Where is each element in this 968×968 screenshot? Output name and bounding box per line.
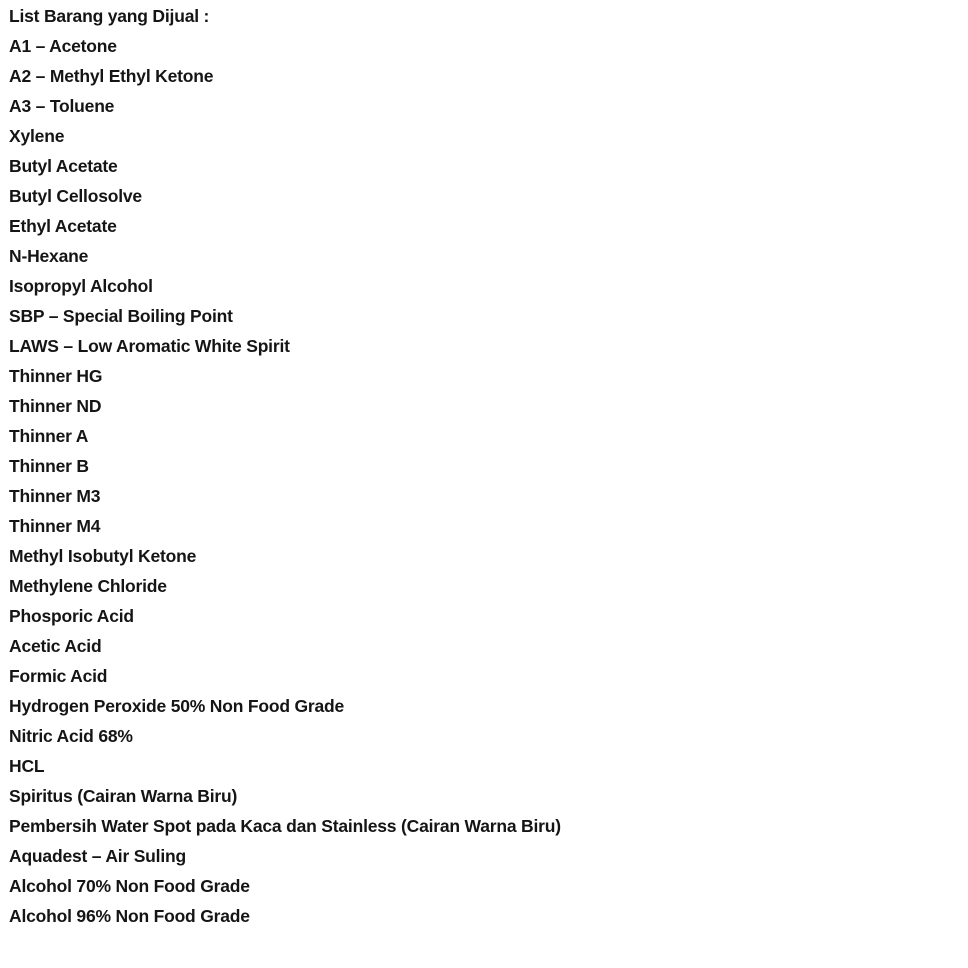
list-item: Alcohol 96% Non Food Grade <box>9 906 250 926</box>
list-item: Ethyl Acetate <box>9 216 117 236</box>
list-item: Isopropyl Alcohol <box>9 276 153 296</box>
list-item: Spiritus (Cairan Warna Biru) <box>9 786 238 806</box>
list-item: LAWS – Low Aromatic White Spirit <box>9 336 290 356</box>
list-item: Aquadest – Air Suling <box>9 846 186 866</box>
list-item: Thinner ND <box>9 396 102 416</box>
list-item: Methylene Chloride <box>9 576 167 596</box>
list-item: Butyl Acetate <box>9 156 118 176</box>
list-item: Butyl Cellosolve <box>9 186 142 206</box>
list-item: SBP – Special Boiling Point <box>9 306 233 326</box>
list-item: N-Hexane <box>9 246 89 266</box>
list-item: Pembersih Water Spot pada Kaca dan Stainless (Cairan Warna Biru) <box>9 816 561 836</box>
list-item: Hydrogen Peroxide 50% Non Food Grade <box>9 696 345 716</box>
list-item: HCL <box>9 756 45 776</box>
list-item: Alcohol 70% Non Food Grade <box>9 876 250 896</box>
list-item: Phosporic Acid <box>9 606 134 626</box>
list-item: Thinner B <box>9 456 89 476</box>
list-item: Formic Acid <box>9 666 108 686</box>
list-item: Acetic Acid <box>9 636 102 656</box>
list-item: Thinner M4 <box>9 516 101 536</box>
list-item: Xylene <box>9 126 65 146</box>
list-item: A1 – Acetone <box>9 36 117 56</box>
list-item: Methyl Isobutyl Ketone <box>9 546 197 566</box>
list-item: Nitric Acid 68% <box>9 726 133 746</box>
list-item: Thinner HG <box>9 366 103 386</box>
list-item: A3 – Toluene <box>9 96 115 116</box>
list-item: Thinner A <box>9 426 89 446</box>
list-item: A2 – Methyl Ethyl Ketone <box>9 66 214 86</box>
list-title: List Barang yang Dijual : <box>9 6 210 26</box>
list-item: Thinner M3 <box>9 486 101 506</box>
product-list <box>9 31 958 931</box>
